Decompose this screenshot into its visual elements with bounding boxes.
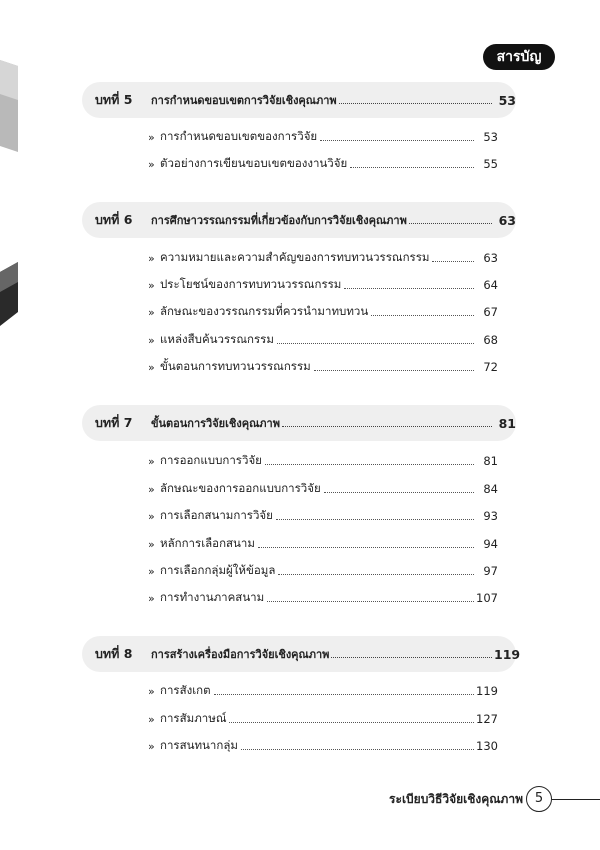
bullet-icon: » bbox=[148, 684, 155, 698]
bullet-icon: » bbox=[148, 537, 155, 551]
dot-leader bbox=[409, 223, 492, 224]
chapter-number: บทที่ 6 bbox=[95, 212, 133, 227]
toc-item bbox=[148, 451, 498, 471]
chapter-title: การศึกษาวรรณกรรมที่เกี่ยวข้องกับการวิจัยเชิงคุณภาพ bbox=[151, 214, 407, 227]
toc-item bbox=[148, 534, 498, 554]
dot-leader bbox=[241, 749, 474, 750]
dot-leader bbox=[371, 315, 474, 316]
bullet-icon: » bbox=[148, 130, 155, 144]
decorative-shape-top bbox=[0, 60, 18, 152]
chapter-page: 63 bbox=[498, 212, 516, 228]
dot-leader bbox=[432, 261, 474, 262]
toc-item-page: 94 bbox=[483, 537, 498, 551]
toc-item bbox=[148, 506, 498, 526]
toc-item-text: ลักษณะของวรรณกรรมที่ควรนำมาทบทวน bbox=[160, 304, 369, 318]
bullet-icon: » bbox=[148, 251, 155, 265]
toc-item-text: ลักษณะของการออกแบบการวิจัย bbox=[160, 481, 321, 495]
dot-leader bbox=[282, 426, 492, 427]
bullet-icon: » bbox=[148, 739, 155, 753]
chapter-page: 119 bbox=[494, 646, 521, 662]
toc-item bbox=[148, 302, 498, 322]
toc-item-text: ขั้นตอนการทบทวนวรรณกรรม bbox=[160, 359, 311, 373]
chapter-header-6 bbox=[82, 202, 516, 238]
toc-item bbox=[148, 681, 498, 701]
toc-item-page: 119 bbox=[476, 684, 498, 698]
toc-item-text: แหล่งสืบค้นวรรณกรรม bbox=[160, 332, 274, 346]
bullet-icon: » bbox=[148, 278, 155, 292]
dot-leader bbox=[339, 103, 492, 104]
bullet-icon: » bbox=[148, 591, 155, 605]
toc-item bbox=[148, 479, 498, 499]
toc-item-text: การสัมภาษณ์ bbox=[160, 711, 227, 725]
chapter-title: การสร้างเครื่องมือการวิจัยเชิงคุณภาพ bbox=[151, 648, 330, 661]
bullet-icon: » bbox=[148, 564, 155, 578]
toc-item-text: การเลือกกลุ่มผู้ให้ข้อมูล bbox=[160, 563, 276, 577]
toc-item-page: 64 bbox=[483, 278, 498, 292]
toc-item-page: 93 bbox=[483, 509, 498, 523]
bullet-icon: » bbox=[148, 509, 155, 523]
chapter-page: 81 bbox=[498, 415, 516, 431]
toc-item bbox=[148, 561, 498, 581]
toc-item-page: 68 bbox=[483, 333, 498, 347]
bullet-icon: » bbox=[148, 333, 155, 347]
toc-item-text: ประโยชน์ของการทบทวนวรรณกรรม bbox=[160, 277, 342, 291]
dot-leader bbox=[214, 694, 474, 695]
toc-item bbox=[148, 248, 498, 268]
toc-item-text: การทำงานภาคสนาม bbox=[160, 590, 265, 604]
page-number: 5 bbox=[526, 786, 552, 812]
chapter-header-7 bbox=[82, 405, 516, 441]
toc-item-page: 81 bbox=[483, 454, 498, 468]
dot-leader bbox=[276, 519, 474, 520]
bullet-icon: » bbox=[148, 454, 155, 468]
dot-leader bbox=[267, 601, 474, 602]
toc-item-text: การเลือกสนามการวิจัย bbox=[160, 508, 273, 522]
chapter-number: บทที่ 7 bbox=[95, 415, 133, 430]
bullet-icon: » bbox=[148, 360, 155, 374]
toc-item-page: 53 bbox=[483, 130, 498, 144]
dot-leader bbox=[229, 722, 474, 723]
toc-item-page: 84 bbox=[483, 482, 498, 496]
dot-leader bbox=[320, 140, 474, 141]
bullet-icon: » bbox=[148, 157, 155, 171]
dot-leader bbox=[344, 288, 474, 289]
bullet-icon: » bbox=[148, 482, 155, 496]
dot-leader bbox=[324, 492, 474, 493]
decorative-shape-middle bbox=[0, 262, 18, 326]
chapter-title: ขั้นตอนการวิจัยเชิงคุณภาพ bbox=[151, 417, 280, 430]
toc-item-text: การสนทนากลุ่ม bbox=[160, 738, 238, 752]
chapter-header-8 bbox=[82, 636, 521, 672]
table-of-contents-badge: สารบัญ bbox=[483, 44, 555, 70]
dot-leader bbox=[314, 370, 474, 371]
chapter-header-5 bbox=[82, 82, 516, 118]
dot-leader bbox=[350, 167, 474, 168]
toc-item bbox=[148, 275, 498, 295]
chapter-number: บทที่ 5 bbox=[95, 92, 133, 107]
chapter-page: 53 bbox=[498, 92, 516, 108]
bullet-icon: » bbox=[148, 712, 155, 726]
toc-item-page: 55 bbox=[483, 157, 498, 171]
chapter-number: บทที่ 8 bbox=[95, 646, 133, 661]
chapter-title: การกำหนดขอบเขตการวิจัยเชิงคุณภาพ bbox=[151, 94, 337, 107]
toc-item bbox=[148, 736, 498, 756]
toc-item bbox=[148, 330, 498, 350]
toc-item bbox=[148, 154, 498, 174]
dot-leader bbox=[277, 343, 474, 344]
footer-rule bbox=[552, 799, 600, 800]
dot-leader bbox=[265, 464, 474, 465]
toc-item-page: 97 bbox=[483, 564, 498, 578]
dot-leader bbox=[278, 574, 474, 575]
toc-item-page: 127 bbox=[476, 712, 498, 726]
toc-item bbox=[148, 709, 498, 729]
toc-item-text: ตัวอย่างการเขียนขอบเขตของงานวิจัย bbox=[160, 156, 348, 170]
toc-item-page: 107 bbox=[476, 591, 498, 605]
toc-item-text: การสังเกต bbox=[160, 683, 211, 697]
dot-leader bbox=[258, 547, 474, 548]
toc-item bbox=[148, 588, 498, 608]
toc-item-page: 63 bbox=[483, 251, 498, 265]
toc-item-text: การออกแบบการวิจัย bbox=[160, 453, 262, 467]
toc-item-page: 72 bbox=[483, 360, 498, 374]
dot-leader bbox=[331, 657, 492, 658]
bullet-icon: » bbox=[148, 305, 155, 319]
toc-item-page: 130 bbox=[476, 739, 498, 753]
footer-book-title: ระเบียบวิธีวิจัยเชิงคุณภาพ bbox=[389, 792, 523, 806]
toc-item bbox=[148, 127, 498, 147]
toc-item-text: การกำหนดขอบเขตของการวิจัย bbox=[160, 129, 318, 143]
toc-item-page: 67 bbox=[483, 305, 498, 319]
toc-item-text: หลักการเลือกสนาม bbox=[160, 536, 255, 550]
toc-item-text: ความหมายและความสำคัญของการทบทวนวรรณกรรม bbox=[160, 250, 430, 264]
toc-item bbox=[148, 357, 498, 377]
